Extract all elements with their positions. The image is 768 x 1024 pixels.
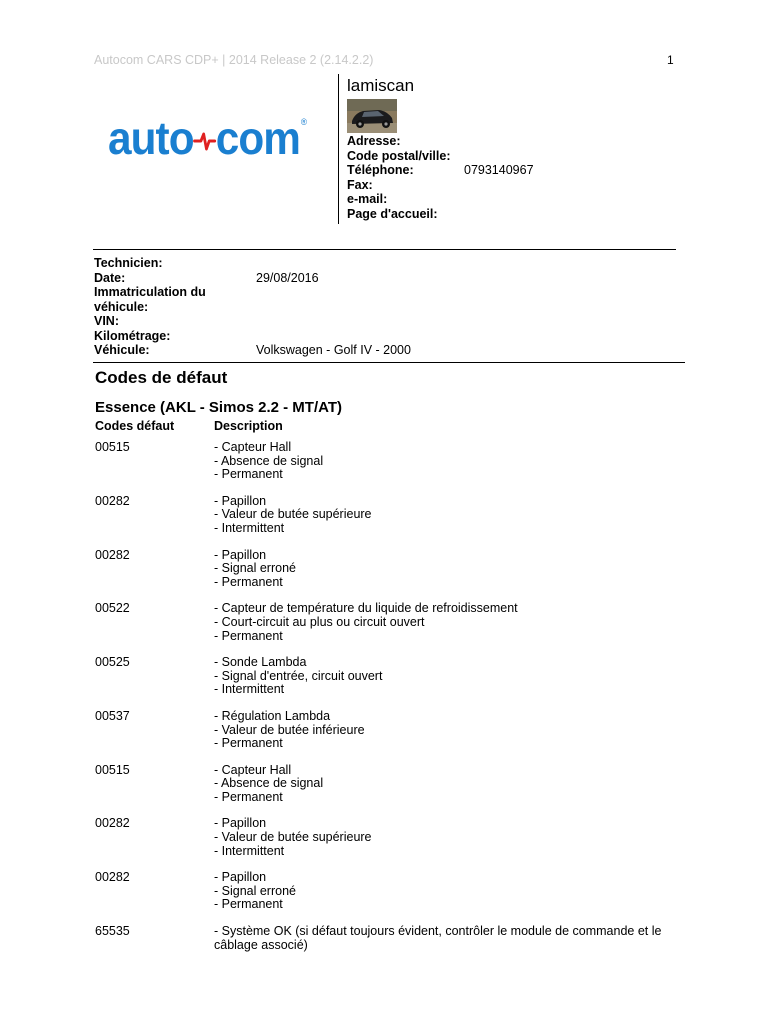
vehicle-info-block — [94, 256, 411, 358]
fault-code-entry — [95, 441, 685, 482]
fault-description-line: - Intermittent — [214, 520, 285, 535]
fault-code: 00522 — [95, 601, 130, 616]
fault-description-line: - Signal erroné — [214, 883, 296, 898]
fault-description-line: - Court-circuit au plus ou circuit ouvert — [214, 614, 425, 629]
fault-code-entry — [95, 871, 685, 912]
fault-code: 00282 — [95, 816, 130, 831]
contact-postal-row — [347, 149, 534, 164]
fault-description-line: - Capteur Hall — [214, 762, 292, 777]
fault-description-line: - Sonde Lambda — [214, 655, 307, 670]
contact-label: Téléphone: — [347, 163, 414, 177]
info-row-vin — [94, 314, 411, 329]
fault-description — [214, 764, 685, 805]
fault-code: 00515 — [95, 440, 130, 454]
logo-wave-icon — [193, 115, 217, 161]
fault-description — [214, 602, 685, 643]
fault-code-entry — [95, 656, 685, 697]
page-number: 1 — [667, 53, 674, 67]
logo-text-right: com — [215, 112, 301, 164]
fault-description-line: - Intermittent — [214, 682, 285, 697]
contact-label: Code postal/ville: — [347, 148, 451, 163]
fault-code: 00515 — [95, 762, 130, 777]
shop-name: lamiscan — [347, 76, 415, 95]
contact-homepage-row — [347, 207, 534, 222]
fault-description-line: - Papillon — [214, 870, 267, 885]
fault-code-entry — [95, 925, 685, 952]
fault-description — [214, 925, 685, 952]
fault-code-entry — [95, 817, 685, 858]
fault-code-list — [95, 441, 685, 952]
info-label: VIN: — [94, 314, 119, 328]
info-row-date — [94, 271, 411, 286]
fault-code-entry — [95, 495, 685, 536]
fault-description-line: - Permanent — [214, 574, 283, 589]
fault-description-line: - Papillon — [214, 816, 267, 831]
contact-address-row — [347, 134, 534, 149]
contact-label: Page d'accueil: — [347, 206, 438, 221]
fault-description — [214, 656, 685, 697]
fault-description — [214, 441, 685, 482]
fault-code-entry — [95, 549, 685, 590]
column-header-description: Description — [214, 419, 283, 433]
fault-description-line: - Capteur Hall — [214, 440, 292, 454]
fault-description — [214, 549, 685, 590]
logo-registered-mark: ® — [300, 117, 307, 127]
fault-description — [214, 710, 685, 751]
fault-code-entry — [95, 602, 685, 643]
fault-description-line: - Permanent — [214, 467, 283, 482]
info-row-mileage — [94, 329, 411, 344]
fault-description-line: - Système OK (si défaut toujours évident, contrôler le module de commande et le câblage associé) — [214, 924, 662, 952]
car-photo — [347, 99, 397, 133]
divider-top — [93, 249, 676, 250]
fault-code-entry — [95, 764, 685, 805]
fault-description-line: - Papillon — [214, 493, 267, 508]
report-header: Autocom CARS CDP+ | 2014 Release 2 (2.14.2.2) — [94, 53, 374, 67]
fault-code: 00537 — [95, 708, 130, 723]
fault-code-entry — [95, 710, 685, 751]
header-divider — [338, 74, 339, 224]
shop-contact-block — [347, 134, 534, 221]
system-title: Essence (AKL - Simos 2.2 - MT/AT) — [95, 399, 342, 416]
fault-description — [214, 871, 685, 912]
fault-description-line: - Papillon — [214, 547, 267, 562]
fault-description-line: - Absence de signal — [214, 453, 324, 468]
fault-description-line: - Permanent — [214, 736, 283, 751]
contact-value: 0793140967 — [464, 163, 534, 177]
fault-code: 00282 — [95, 493, 130, 508]
section-title: Codes de défaut — [95, 368, 228, 387]
info-label: véhicule: — [94, 299, 149, 314]
logo-text-left: auto — [108, 112, 194, 164]
info-row-registration — [94, 285, 411, 300]
contact-fax-row — [347, 178, 534, 193]
info-label: Kilométrage: — [94, 328, 171, 343]
divider-bottom — [93, 362, 685, 363]
contact-email-row — [347, 192, 534, 207]
fault-description-line: - Absence de signal — [214, 776, 324, 791]
info-label: Date: — [94, 270, 126, 285]
info-label: Immatriculation du — [94, 285, 206, 299]
info-label: Technicien: — [94, 256, 163, 270]
autocom-logo — [108, 112, 307, 164]
fault-description-line: - Régulation Lambda — [214, 708, 331, 723]
fault-description-line: - Valeur de butée supérieure — [214, 830, 372, 845]
contact-label: Fax: — [347, 177, 373, 192]
info-row-technician — [94, 256, 411, 271]
fault-description-line: - Capteur de température du liquide de refroidissement — [214, 601, 518, 616]
fault-description-line: - Valeur de butée supérieure — [214, 507, 372, 522]
fault-description — [214, 495, 685, 536]
info-label: Véhicule: — [94, 343, 150, 357]
fault-description-line: - Permanent — [214, 628, 283, 643]
fault-description-line: - Permanent — [214, 897, 283, 912]
fault-code: 00525 — [95, 655, 130, 670]
fault-description-line: - Valeur de butée inférieure — [214, 722, 365, 737]
info-value: Volkswagen - Golf IV - 2000 — [256, 343, 411, 357]
fault-description-line: - Signal d'entrée, circuit ouvert — [214, 668, 383, 683]
contact-label: Adresse: — [347, 134, 401, 148]
info-row-vehicle — [94, 343, 411, 358]
fault-code: 65535 — [95, 924, 130, 939]
fault-description-line: - Intermittent — [214, 843, 285, 858]
contact-phone-row — [347, 163, 534, 178]
fault-description-line: - Permanent — [214, 789, 283, 804]
fault-code: 00282 — [95, 547, 130, 562]
column-header-code: Codes défaut — [95, 419, 175, 433]
fault-description-line: - Signal erroné — [214, 561, 296, 576]
fault-code: 00282 — [95, 870, 130, 885]
fault-description — [214, 817, 685, 858]
info-row-registration-cont — [94, 300, 411, 315]
info-value: 29/08/2016 — [256, 270, 319, 285]
contact-label: e-mail: — [347, 192, 388, 206]
